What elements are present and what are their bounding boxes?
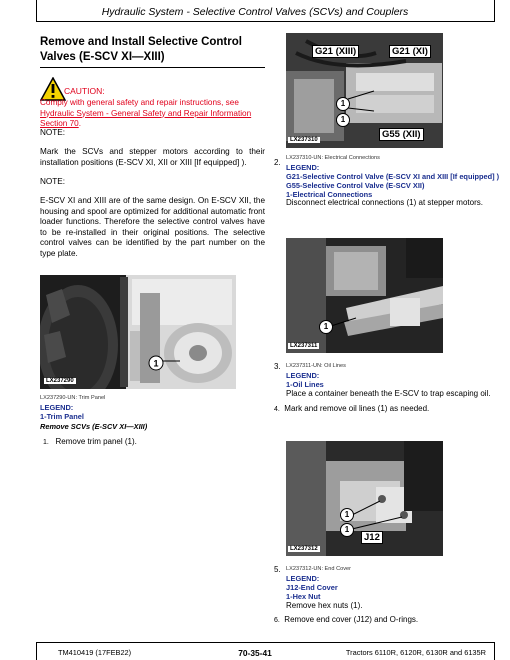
footer-models: Tractors 6110R, 6120R, 6130R and 6135R — [345, 648, 486, 657]
page-header-title: Hydraulic System - Selective Control Valves (SCVs) and Couplers — [101, 6, 409, 18]
header-rule — [36, 21, 494, 22]
fig3-id: LX237312 — [290, 546, 318, 552]
fig1-id: LX237310 — [290, 137, 318, 143]
fig3-legend-item-2: 1-Hex Nut — [286, 592, 321, 601]
step-4 — [274, 404, 429, 415]
callout-g55-xii: G55 (XII) — [379, 128, 424, 141]
oil-lines-callout-1: 1 — [319, 320, 333, 334]
trim-panel-figure — [40, 275, 236, 389]
fig3-legend-item-1: J12-End Cover — [286, 583, 338, 592]
end-cover-figure — [286, 441, 443, 556]
footer-rule — [36, 642, 494, 643]
safety-info-link[interactable]: Hydraulic System - General Safety and Repair Information Section 70 — [40, 108, 252, 128]
fig-left-legend-title: LEGEND: — [40, 403, 74, 412]
section-heading: Remove and Install Selective Control Valves (E-SCV XI—XIII) — [40, 36, 242, 63]
callout-1b: 1 — [336, 113, 350, 127]
note-label-2: NOTE: — [40, 177, 66, 186]
fig1-legend-item-2: G55-Selective Control Valve (E-SCV XII) — [286, 181, 425, 190]
tractor-trim-panel-illustration — [40, 275, 236, 389]
oil-lines-figure — [286, 238, 443, 353]
footer-doc-id: TM410419 (17FEB22) — [58, 648, 132, 657]
end-cover-callout-1a: 1 — [340, 508, 354, 522]
fig3-legend-title: LEGEND: — [286, 574, 320, 583]
note-text-2: E-SCV XI and XIII are of the same design. On E-SCV XII, the housing and spool are optimized for additional automatic front loader functions. Therefore the selective control valves have to be re-installed in their original positions. The selective control valves can be identified by the part number on the type plate. — [40, 196, 265, 258]
caution-text — [40, 98, 265, 130]
fig-left-source: LX237290-UN: Trim Panel — [40, 395, 106, 401]
fig-left-legend-item: 1-Trim Panel — [40, 412, 84, 421]
caution-label: CAUTION: — [64, 86, 105, 96]
fig1-legend-title: LEGEND: — [286, 163, 320, 172]
step-6 — [274, 615, 418, 626]
fig-left-caption: Remove SCVs (E-SCV XI—XIII) — [40, 422, 148, 431]
svg-text:1: 1 — [153, 358, 159, 369]
step-1-number: 1. — [43, 439, 49, 446]
fig2-source: LX237311-UN: Oil Lines — [286, 363, 346, 369]
fig-left-id: LX237290 — [46, 378, 74, 384]
end-cover-callout-j12: J12 — [361, 531, 383, 544]
fig3-source: LX237312-UN: End Cover — [286, 566, 351, 572]
step-4-number: 4. — [274, 406, 280, 413]
step-4-text: Mark and remove oil lines (1) as needed. — [284, 404, 430, 413]
callout-g21-xi: G21 (XI) — [389, 45, 431, 58]
fig1-step-text: Disconnect electrical connections (1) at stepper motors. — [286, 198, 483, 207]
footer-page-number: 70-35-41 — [238, 648, 272, 658]
fig1-source: LX237310-UN: Electrical Connections — [286, 155, 380, 161]
step-6-number: 6. — [274, 617, 280, 624]
step-1 — [43, 437, 137, 448]
step-1-text: Remove trim panel (1). — [55, 437, 137, 446]
heading-rule — [40, 67, 265, 68]
note-text-1: Mark the SCVs and stepper motors according to their installation positions (E-SCV XI, XII or XIII [If equipped] ). — [40, 147, 265, 167]
step-2-number: 2. — [274, 158, 281, 167]
step-5-number: 5. — [274, 565, 281, 574]
caution-text-before: Comply with general safety and repair instructions, see — [40, 98, 239, 107]
step-6-text: Remove end cover (J12) and O-rings. — [284, 615, 419, 624]
caution-text-after: . — [78, 119, 81, 128]
fig2-legend-title: LEGEND: — [286, 371, 320, 380]
callout-g21-xiii: G21 (XIII) — [312, 45, 359, 58]
note-label-1: NOTE: — [40, 128, 66, 137]
callout-1a: 1 — [336, 97, 350, 111]
end-cover-callout-1b: 1 — [340, 523, 354, 537]
electrical-connections-figure — [286, 33, 443, 148]
fig1-legend-item-3: 1-Electrical Connections — [286, 190, 373, 199]
fig2-id: LX237311 — [290, 343, 318, 349]
fig2-legend-item-1: 1-Oil Lines — [286, 380, 324, 389]
fig2-step-text: Place a container beneath the E-SCV to trap escaping oil. — [286, 389, 491, 398]
fig3-step-text: Remove hex nuts (1). — [286, 601, 363, 610]
oil-lines-illustration — [286, 238, 443, 353]
fig1-legend-item-1: G21-Selective Control Valve (E-SCV XI and XIII [If equipped] ) — [286, 172, 500, 181]
step-3-number: 3. — [274, 362, 281, 371]
